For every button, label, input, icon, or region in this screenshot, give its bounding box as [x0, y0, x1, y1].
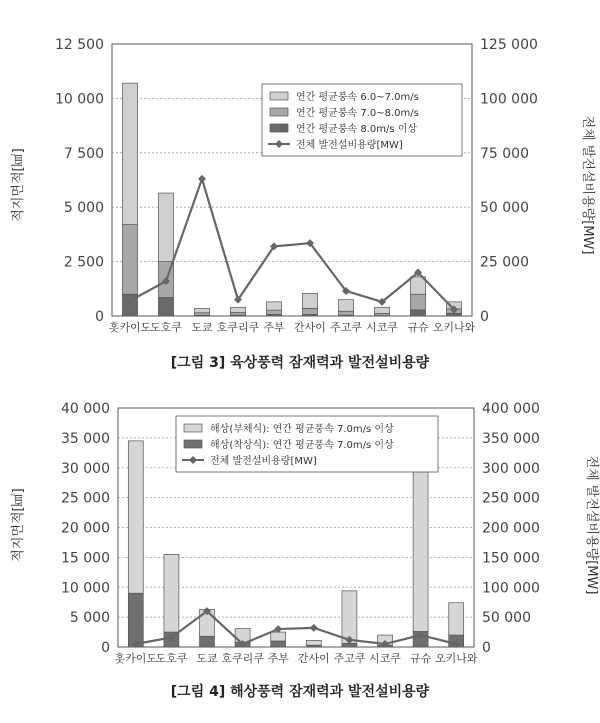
chart2-right-tick-label: 150 000 [482, 550, 540, 567]
chart1-right-ticks [480, 37, 538, 325]
chart2-bar-segment [271, 641, 286, 647]
chart1-left-tick-label: 2 500 [63, 254, 104, 271]
chart1-category-label: 주고쿠 [330, 321, 362, 334]
chart2-category-label: 홋카이도 [114, 652, 158, 665]
chart2-bar-segment [200, 636, 215, 647]
chart2-left-tick-label: 25 000 [61, 490, 110, 507]
chart1-legend-swatch [270, 108, 288, 116]
chart2-left-tick-label: 15 000 [61, 550, 110, 567]
chart1-y2label: 전체 발전설비용량[MW] [580, 115, 595, 255]
chart2-category-ticks [115, 651, 478, 665]
chart2-bar-segment [449, 603, 464, 635]
chart1-bar-segment [230, 313, 245, 316]
chart1-bar-segment [194, 308, 209, 312]
chart2-left-ticks [61, 401, 110, 656]
chart2-category-label: 도쿄 [196, 652, 218, 665]
chart1-bar-segment [230, 307, 245, 312]
chart2-right-tick-label: 300 000 [482, 460, 540, 477]
chart1-category-label: 호쿠리쿠 [216, 321, 260, 334]
chart1-category-label: 시코쿠 [366, 321, 398, 334]
chart1-left-tick-label: 12 500 [55, 37, 104, 53]
chart2-category-label: 오키나와 [434, 652, 478, 665]
chart2-right-tick-label: 350 000 [482, 430, 540, 447]
chart1-category-label: 도호쿠 [150, 321, 182, 334]
chart1-bar-segment [410, 294, 425, 310]
chart2-right-tick-label: 200 000 [482, 520, 540, 537]
chart2-right-tick-label: 0 [482, 640, 491, 656]
chart1-category-label: 도쿄 [191, 321, 213, 334]
chart1-legend-label: 연간 평균풍속 6.0~7.0m/s [296, 92, 419, 103]
chart1-capacity-line [130, 179, 454, 310]
chart2-category-label: 주부 [267, 652, 289, 665]
chart2-bar-segment [306, 640, 321, 645]
chart1-bar-segment [194, 313, 209, 316]
chart2-left-tick-label: 35 000 [61, 430, 110, 447]
offshore-wind-chart [0, 390, 600, 680]
chart2-bar-segment [271, 632, 286, 641]
chart1-bar-segment [302, 308, 317, 314]
chart2-right-tick-label: 100 000 [482, 580, 540, 597]
chart2-category-label: 간사이 [297, 652, 330, 665]
chart2-left-tick-label: 5 000 [69, 610, 110, 627]
chart1-right-tick-label: 100 000 [480, 91, 538, 108]
chart2-legend-label: 전체 발전설비용량[MW] [210, 456, 317, 467]
chart2-left-tick-label: 30 000 [61, 460, 110, 477]
chart2-left-tick-label: 10 000 [61, 580, 110, 597]
chart1-bar-segment [122, 225, 137, 295]
chart2-y2label: 전체 발전설비용량[MW] [584, 455, 599, 595]
chart1-ylabel: 적지면적[㎢] [11, 148, 26, 222]
chart2-legend-label: 해상(착상식): 연간 평균풍속 7.0m/s 이상 [210, 440, 394, 451]
chart1-bar-segment [338, 300, 353, 312]
chart1-bar-segment [374, 307, 389, 313]
chart1-legend-label: 연간 평균풍속 8.0m/s 이상 [296, 124, 418, 135]
chart2-right-ticks [482, 401, 540, 656]
chart1-right-tick-label: 125 000 [480, 37, 538, 53]
chart1-category-label: 주부 [263, 321, 285, 334]
chart1-legend-label: 연간 평균풍속 7.0~8.0m/s [296, 108, 419, 119]
chart1-category-label: 오키나와 [432, 321, 476, 334]
chart2-legend [176, 416, 438, 472]
chart2-right-tick-label: 400 000 [482, 401, 540, 417]
chart2-title: [그림 4] 해상풍력 잠재력과 발전설비용량 [170, 684, 430, 700]
chart2-category-label: 도호쿠 [155, 652, 188, 665]
chart1-bar-segment [266, 310, 281, 314]
chart1-legend [262, 84, 462, 156]
chart1-category-label: 규슈 [407, 321, 429, 334]
chart1-right-tick-label: 25 000 [480, 254, 529, 271]
chart1-right-tick-label: 75 000 [480, 145, 529, 162]
chart1-bar-segment [266, 302, 281, 310]
chart1-legend-swatch [270, 124, 288, 132]
chart1-right-tick-label: 50 000 [480, 200, 529, 217]
chart1-left-ticks [55, 37, 104, 325]
chart1-left-tick-label: 10 000 [55, 91, 104, 108]
chart1-legend-swatch [270, 92, 288, 100]
chart2-capacity-line [136, 611, 456, 644]
chart1-capacity-point [198, 175, 206, 183]
chart2-category-label: 시코쿠 [369, 652, 401, 665]
chart1-right-tick-label: 0 [480, 309, 489, 325]
chart2-bar-segment [342, 643, 357, 647]
chart2-right-tick-label: 250 000 [482, 490, 540, 507]
chart1-bar-segment [410, 310, 425, 316]
chart2-line [132, 607, 460, 648]
chart2-bar-segment [128, 593, 143, 647]
chart2-left-tick-label: 40 000 [61, 401, 110, 417]
chart1-left-tick-label: 0 [95, 309, 104, 325]
chart1-bar-segment [338, 311, 353, 315]
chart1-bar-segment [446, 313, 461, 316]
chart1-category-label: 홋카이도 [108, 321, 152, 334]
chart2-category-label: 규슈 [409, 652, 432, 665]
chart2-bar-segment [342, 591, 357, 644]
onshore-wind-chart [0, 0, 600, 350]
chart1-title: [그림 3] 육상풍력 잠재력과 발전설비용량 [170, 355, 430, 371]
chart1-bar-segment [122, 83, 137, 224]
chart2-legend-swatch [184, 424, 202, 432]
chart2-capacity-point [310, 624, 318, 632]
chart1-left-tick-label: 5 000 [63, 200, 104, 217]
chart2-left-tick-label: 20 000 [61, 520, 110, 537]
chart2-right-tick-label: 50 000 [482, 610, 531, 627]
chart2-left-tick-label: 0 [101, 640, 110, 656]
chart1-legend-label: 전체 발전설비용량[MW] [296, 140, 403, 151]
chart1-category-ticks [109, 320, 476, 334]
chart2-legend-label: 해상(부체식): 연간 평균풍속 7.0m/s 이상 [210, 424, 394, 435]
chart2-bar-segment [164, 554, 179, 632]
chart1-bar-segment [158, 298, 173, 316]
chart1-line [126, 175, 458, 314]
chart1-bar-segment [158, 193, 173, 262]
chart2-category-label: 주고쿠 [333, 652, 366, 665]
chart2-ylabel: 적지면적[㎢] [11, 488, 26, 562]
chart2-bar-segment [128, 441, 143, 593]
chart1-bar-segment [302, 293, 317, 308]
chart2-category-label: 호쿠리쿠 [221, 652, 264, 665]
chart1-left-tick-label: 7 500 [63, 145, 104, 162]
chart1-category-label: 간사이 [294, 321, 326, 334]
chart2-legend-swatch [184, 440, 202, 448]
